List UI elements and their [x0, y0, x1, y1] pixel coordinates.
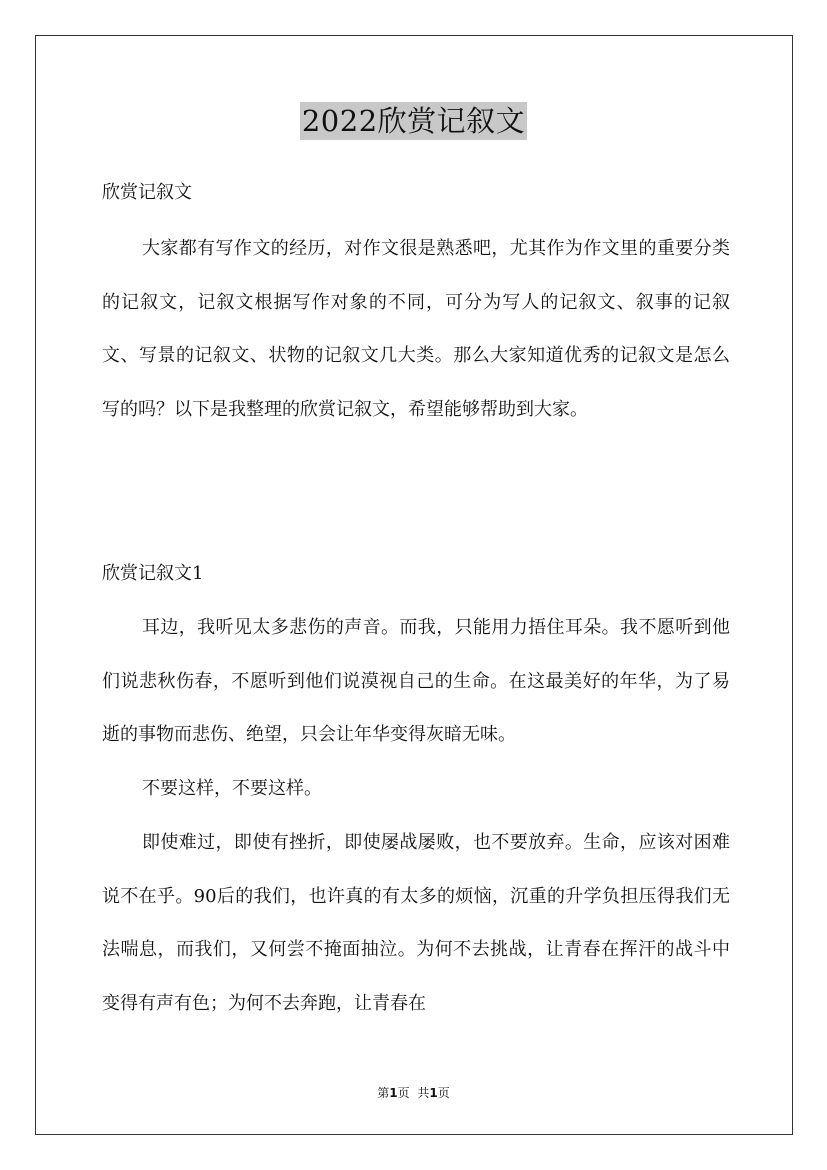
body-paragraph: 耳边，我听见太多悲伤的声音。而我，只能用力捂住耳朵。我不愿听到他们说悲秋伤春，不愿听到他们说漠视自己的生命。在这最美好的年华，为了易逝的事物而悲伤、绝望，只会让年华变得灰暗无味。 — [102, 617, 730, 745]
footer-total-suffix: 页 — [437, 1086, 450, 1100]
section-heading: 欣赏记叙文1 — [102, 563, 204, 584]
title-container — [0, 102, 827, 140]
footer-page-number: 1 — [389, 1086, 398, 1100]
footer-total-number: 1 — [429, 1086, 438, 1100]
page-footer — [0, 1084, 827, 1101]
body-paragraph: 即使难过，即使有挫折，即使屡战屡败，也不要放弃。生命，应该对困难说不在乎。90后的我们，也许真的有太多的烦恼，沉重的升学负担压得我们无法喘息，而我们，又何尝不掩面抽泣。为何不去挑战，让青春在挥汗的战斗中变得有声有色；为何不去奔跑，让青春在 — [102, 832, 730, 1014]
intro-heading: 欣赏记叙文 — [102, 182, 192, 203]
footer-page-suffix: 页 — [397, 1086, 410, 1100]
footer-page-prefix: 第 — [377, 1086, 390, 1100]
intro-paragraph: 大家都有写作文的经历，对作文很是熟悉吧，尤其作为作文里的重要分类的记叙文，记叙文根据写作对象的不同，可分为写人的记叙文、叙事的记叙文、写景的记叙文、状物的记叙文几大类。那么大家知道优秀的记叙文是怎么写的吗？以下是我整理的欣赏记叙文，希望能够帮助到大家。 — [102, 238, 730, 420]
body-paragraph: 不要这样，不要这样。 — [142, 778, 322, 799]
document-title: 2022欣赏记叙文 — [301, 104, 526, 138]
footer-total-prefix: 共 — [417, 1086, 430, 1100]
